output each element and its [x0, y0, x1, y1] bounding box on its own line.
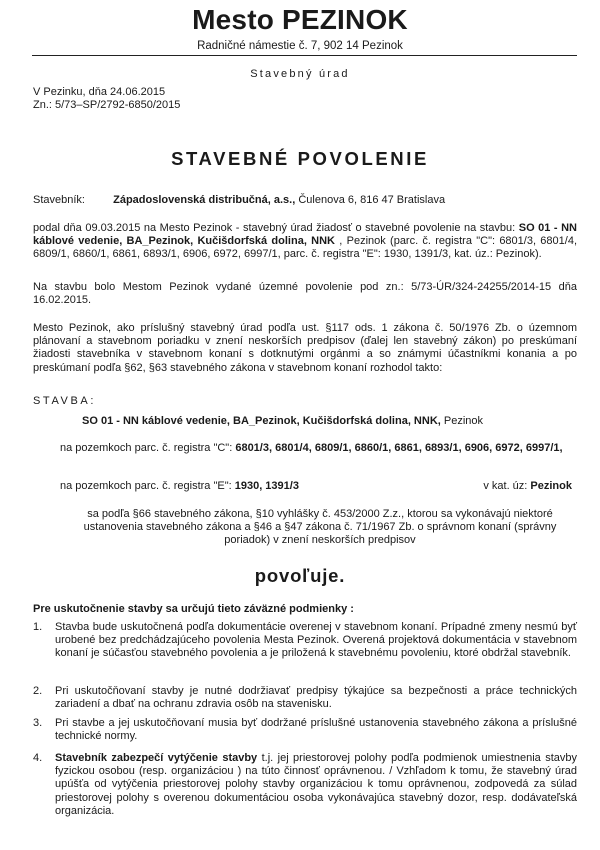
parcel-e-line: na pozemkoch parc. č. registra "E": 1930, 1391/3: [60, 480, 299, 492]
condition-item: 2. Pri uskutočňovaní stavby je nutné dodržiavať predpisy týkajúce sa bezpečnosti a práce technických zariadení a dbať na ochranu zdravia osôb na stavenisku.: [33, 685, 577, 711]
zoning-paragraph: Na stavbu bolo Mestom Pezinok vydané územné povolenie pod zn.: 5/73-ÚR/324-24255/2014-15 dňa 16.02.2015.: [33, 281, 577, 307]
parcel-e-values: 1930, 1391/3: [234, 480, 299, 492]
condition-item: 4. Stavebník zabezpečí vytýčenie stavby t.j. jej priestorovej polohy podľa podmienok umiestnenia stavby fyzickou osobou (resp. organizáciou ) na túto činnosť oprávnenou. / Vzhľadom k tomu, že stavebný úrad upúšťa od vytýčenia priestorovej polohy stavby organizáciou k tomu oprávnenou, zodpovedá za súlad priestorovej polohy s overenou dokumentáciou osoba vykonávajúca stavebný dozor, resp. dodávateľská organizácia.: [33, 752, 577, 817]
city-title: Mesto PEZINOK: [192, 4, 408, 35]
condition-item: 1. Stavba bude uskutočnená podľa dokumentácie overenej v stavebnom konaní. Prípadné zmeny nesmú byť urobené bez predchádzajúceho povolenia Mesta Pezinok. Overená projektová dokumentácia v stavebnom konaní je súčasťou stavebného povolenia a je priložená k stavebnému povoleniu, ktoré obdržal stavebník.: [33, 621, 577, 660]
reference-number: Zn.: 5/73–SP/2792-6850/2015: [33, 99, 181, 111]
stavba-label: STAVBA:: [33, 395, 97, 407]
builder-name: Západoslovenská distribučná, a.s.,: [113, 194, 296, 206]
builder-label: Stavebník:: [33, 194, 85, 206]
cadastral-area: v kat. úz: Pezinok: [483, 480, 572, 492]
header-rule: [32, 55, 577, 56]
legal-basis: sa podľa §66 stavebného zákona, §10 vyhlášky č. 453/2000 Z.z., ktorou sa vykonávajú niektoré ustanovenia stavebného zákona a §46 a §47 zákona č. 71/1967 Zb. o správnom konaní (správny poriadok) v znení neskorších predpisov: [83, 508, 557, 547]
authority-paragraph: Mesto Pezinok, ako príslušný stavebný úrad podľa ust. §117 ods. 1 zákona č. 50/1976 Zb. o územnom plánovaní a stavebnom poriadku v znení neskorších predpisov (ďalej len stavebný zákon) po preskúmaní žiadosti stavebníka v stavebnom konaní s dotknutými orgánmi a so známymi účastníkmi konania a po preskúmaní podľa §62, §63 stavebného zákona v stavebnom konaní rozhodol takto:: [33, 322, 577, 374]
document-title: STAVEBNÉ POVOLENIE: [171, 148, 429, 169]
city-address: Radničné námestie č. 7, 902 14 Pezinok: [197, 40, 403, 52]
document-meta: [33, 86, 180, 112]
parcel-c-line: na pozemkoch parc. č. registra "C": 6801/3, 6801/4, 6809/1, 6860/1, 6861, 6893/1, 6906, 6972, 6997/1,: [60, 442, 563, 454]
builder-address: Čulenova 6, 816 47 Bratislava: [295, 194, 446, 206]
office-name: Stavebný úrad: [250, 68, 350, 80]
condition-item: 3. Pri stavbe a jej uskutočňovaní musia byť dodržané príslušné ustanovenia stavebného zákona a príslušné technické normy.: [33, 717, 577, 743]
builder-line: [33, 194, 577, 207]
place-date: V Pezinku, dňa 24.06.2015: [33, 86, 166, 98]
stavba-name: SO 01 - NN káblové vedenie, BA_Pezinok, Kučišdorfská dolina, NNK, Pezinok: [82, 415, 484, 427]
conditions-heading: Pre uskutočnenie stavby sa určujú tieto záväzné podmienky :: [33, 603, 354, 615]
request-paragraph: podal dňa 09.03.2015 na Mesto Pezinok - stavebný úrad žiadosť o stavebné povolenie na stavbu: SO 01 - NN káblové vedenie, BA_Pezinok, Kučišdorfská dolina, NNK , Pezinok (parc. č. registra "C": 6801/3, 6801/4, 6809/1, 6860/1, 6861, 6893/1, 6906, 6972, 6997/1, parc. č. registra "E": 1930, 1391/3, kat. úz.: Pezinok).: [33, 222, 578, 261]
verdict: povoľuje.: [254, 565, 346, 586]
parcel-c-values: 6801/3, 6801/4, 6809/1, 6860/1, 6861, 6893/1, 6906, 6972, 6997/1,: [235, 442, 563, 454]
request-stavba: SO 01 - NN káblové vedenie, BA_Pezinok, Kučišdorfská dolina, NNK: [33, 222, 577, 248]
